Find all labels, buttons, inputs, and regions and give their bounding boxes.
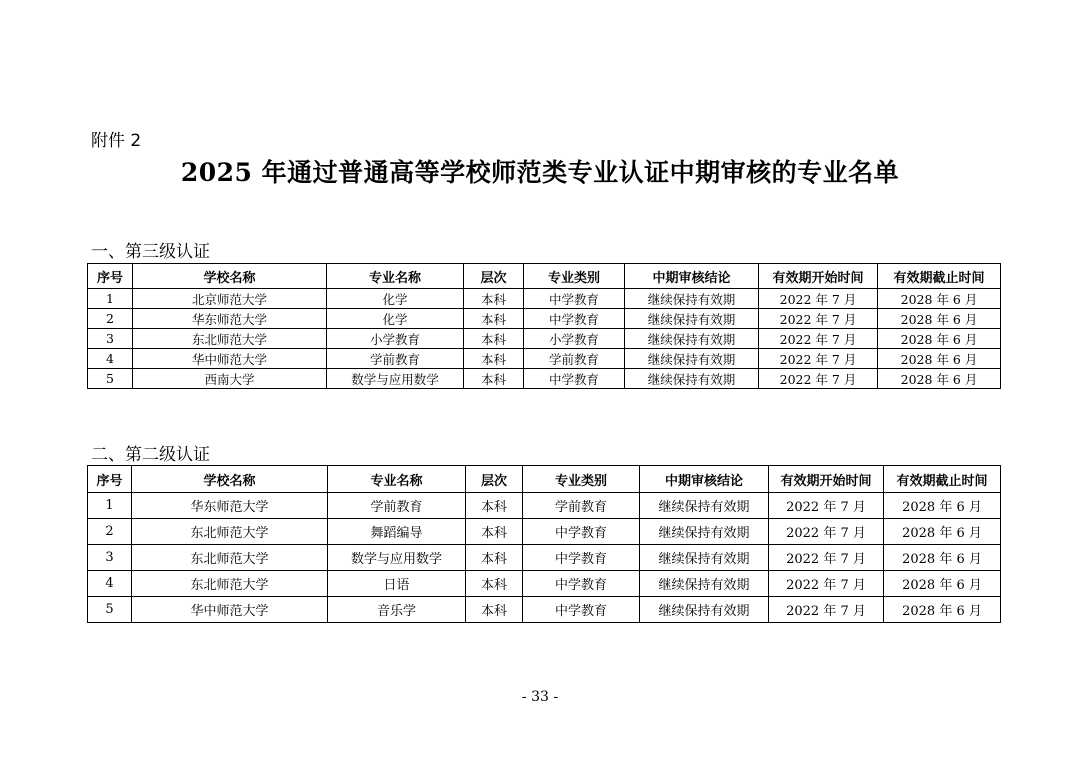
table-cell: 音乐学	[328, 597, 466, 623]
table-cell: 3	[88, 545, 132, 571]
table-cell: 西南大学	[133, 369, 327, 389]
table-cell: 继续保持有效期	[625, 369, 759, 389]
header-cell: 层次	[464, 264, 524, 289]
table-cell: 东北师范大学	[132, 519, 328, 545]
table-cell: 本科	[464, 349, 524, 369]
table-cell: 本科	[466, 545, 523, 571]
table-cell: 数学与应用数学	[327, 369, 464, 389]
section-heading-level3: 一、第三级认证	[91, 242, 210, 262]
header-cell: 专业名称	[328, 466, 466, 493]
section-heading-level2: 二、第二级认证	[91, 445, 210, 465]
header-cell: 序号	[88, 264, 133, 289]
table-cell: 2028 年 6 月	[878, 329, 1001, 349]
table-cell: 2022 年 7 月	[769, 519, 884, 545]
table-cell: 继续保持有效期	[640, 519, 769, 545]
table-cell: 2022 年 7 月	[769, 571, 884, 597]
table-cell: 1	[88, 493, 132, 519]
header-cell: 有效期开始时间	[759, 264, 878, 289]
table-cell: 华中师范大学	[132, 597, 328, 623]
table-cell: 东北师范大学	[133, 329, 327, 349]
table-cell: 4	[88, 349, 133, 369]
table-cell: 2022 年 7 月	[769, 493, 884, 519]
table-header-row	[88, 264, 1001, 289]
header-cell: 有效期截止时间	[884, 466, 1001, 493]
table-cell: 本科	[464, 329, 524, 349]
document-title: 2025 年通过普通高等学校师范类专业认证中期审核的专业名单	[180, 158, 900, 187]
table-row	[88, 545, 1001, 571]
header-cell: 学校名称	[132, 466, 328, 493]
table-cell: 继续保持有效期	[625, 289, 759, 309]
table-cell: 2028 年 6 月	[884, 597, 1001, 623]
table-cell: 日语	[328, 571, 466, 597]
table-cell: 2	[88, 519, 132, 545]
table-row	[88, 309, 1001, 329]
header-cell: 有效期开始时间	[769, 466, 884, 493]
header-cell: 中期审核结论	[640, 466, 769, 493]
table-cell: 本科	[466, 571, 523, 597]
table-cell: 2022 年 7 月	[759, 329, 878, 349]
header-cell: 专业类别	[523, 466, 640, 493]
table-cell: 2028 年 6 月	[884, 519, 1001, 545]
table-cell: 本科	[466, 519, 523, 545]
table-cell: 数学与应用数学	[328, 545, 466, 571]
table-cell: 华东师范大学	[133, 309, 327, 329]
table-cell: 本科	[466, 597, 523, 623]
table-cell: 2028 年 6 月	[884, 571, 1001, 597]
table-row	[88, 493, 1001, 519]
table-cell: 2	[88, 309, 133, 329]
table-cell: 2028 年 6 月	[878, 369, 1001, 389]
table-cell: 2028 年 6 月	[884, 545, 1001, 571]
table-cell: 2022 年 7 月	[769, 597, 884, 623]
table-row	[88, 571, 1001, 597]
table-cell: 继续保持有效期	[625, 309, 759, 329]
table-cell: 1	[88, 289, 133, 309]
table-cell: 继续保持有效期	[625, 329, 759, 349]
table-cell: 北京师范大学	[133, 289, 327, 309]
header-cell: 中期审核结论	[625, 264, 759, 289]
table-cell: 学前教育	[327, 349, 464, 369]
header-cell: 专业名称	[327, 264, 464, 289]
header-cell: 学校名称	[133, 264, 327, 289]
table-cell: 继续保持有效期	[625, 349, 759, 369]
table-cell: 继续保持有效期	[640, 597, 769, 623]
table-cell: 2022 年 7 月	[759, 349, 878, 369]
table-cell: 继续保持有效期	[640, 545, 769, 571]
table-cell: 2028 年 6 月	[878, 289, 1001, 309]
table-cell: 本科	[466, 493, 523, 519]
table-cell: 5	[88, 369, 133, 389]
table-cell: 学前教育	[523, 493, 640, 519]
table-row	[88, 349, 1001, 369]
table-cell: 华东师范大学	[132, 493, 328, 519]
table-cell: 本科	[464, 289, 524, 309]
table-header-row	[88, 466, 1001, 493]
table-row	[88, 329, 1001, 349]
attachment-label: 附件 2	[91, 131, 142, 151]
table-cell: 东北师范大学	[132, 571, 328, 597]
page-number: - 33 -	[521, 689, 559, 705]
table-cell: 2028 年 6 月	[878, 349, 1001, 369]
table-cell: 华中师范大学	[133, 349, 327, 369]
table-cell: 学前教育	[328, 493, 466, 519]
table-cell: 中学教育	[524, 369, 625, 389]
table-cell: 2022 年 7 月	[759, 309, 878, 329]
table-cell: 2028 年 6 月	[884, 493, 1001, 519]
table-cell: 舞蹈编导	[328, 519, 466, 545]
table-cell: 中学教育	[523, 571, 640, 597]
table-cell: 东北师范大学	[132, 545, 328, 571]
table-cell: 2022 年 7 月	[759, 369, 878, 389]
table-cell: 继续保持有效期	[640, 571, 769, 597]
table-cell: 学前教育	[524, 349, 625, 369]
table-cell: 本科	[464, 309, 524, 329]
table-cell: 2022 年 7 月	[769, 545, 884, 571]
table-cell: 中学教育	[523, 545, 640, 571]
level2-table	[87, 465, 1001, 623]
table-row	[88, 597, 1001, 623]
header-cell: 专业类别	[524, 264, 625, 289]
table-cell: 继续保持有效期	[640, 493, 769, 519]
table-row	[88, 289, 1001, 309]
table-cell: 中学教育	[523, 597, 640, 623]
table-cell: 5	[88, 597, 132, 623]
table-row	[88, 369, 1001, 389]
table-cell: 本科	[464, 369, 524, 389]
table-cell: 2022 年 7 月	[759, 289, 878, 309]
table-cell: 中学教育	[524, 289, 625, 309]
table-cell: 中学教育	[524, 309, 625, 329]
table-cell: 小学教育	[327, 329, 464, 349]
header-cell: 层次	[466, 466, 523, 493]
header-cell: 序号	[88, 466, 132, 493]
table-cell: 中学教育	[523, 519, 640, 545]
table-cell: 化学	[327, 309, 464, 329]
table-cell: 3	[88, 329, 133, 349]
level3-table	[87, 263, 1001, 389]
table-row	[88, 519, 1001, 545]
table-cell: 小学教育	[524, 329, 625, 349]
table-cell: 4	[88, 571, 132, 597]
header-cell: 有效期截止时间	[878, 264, 1001, 289]
table-cell: 2028 年 6 月	[878, 309, 1001, 329]
table-cell: 化学	[327, 289, 464, 309]
